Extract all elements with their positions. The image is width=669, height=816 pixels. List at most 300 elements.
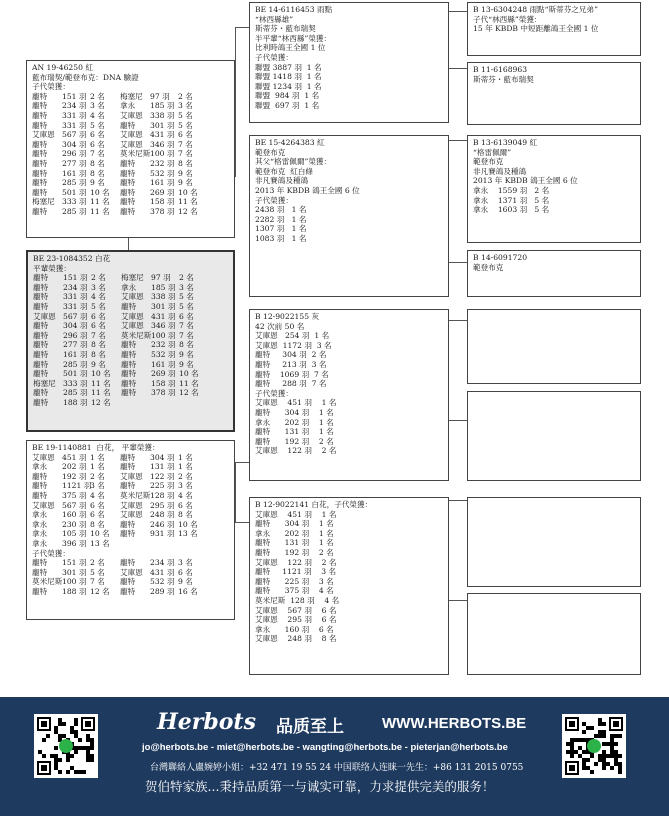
box-line: 龐特 131 羽 1 名 bbox=[255, 427, 334, 437]
table-cell: 289 羽 bbox=[150, 586, 175, 596]
table-cell: 346 羽 bbox=[150, 139, 175, 149]
table-cell: 艾庫恩 bbox=[32, 452, 55, 462]
table-cell: 龐特 bbox=[32, 187, 48, 197]
table-cell: 338 羽 bbox=[151, 292, 176, 302]
table-cell: 931 羽 bbox=[150, 529, 175, 539]
table-row bbox=[32, 453, 229, 463]
table-cell: 拿永 bbox=[32, 519, 48, 529]
pedigree-box-empty-4 bbox=[467, 593, 641, 675]
pedigree-box-sire-dam bbox=[249, 135, 449, 297]
table-cell bbox=[121, 398, 151, 408]
pedigree-box-sds bbox=[467, 135, 641, 243]
box-line: 其父“格雷佩爾”榮獲： bbox=[255, 157, 332, 167]
table-cell: 3 名 bbox=[178, 558, 193, 568]
tagline: 贺伯特家族...秉持品质第一与诚实可靠，力求提供完美的服务！ bbox=[145, 779, 495, 794]
wechat-icon bbox=[59, 739, 73, 753]
qr-module bbox=[74, 722, 78, 726]
table-row bbox=[32, 481, 229, 491]
table-cell: 龐特 bbox=[33, 388, 49, 398]
table-cell: 龐特 bbox=[121, 388, 137, 398]
table-cell: 龐特 bbox=[121, 359, 137, 369]
qr-module bbox=[54, 746, 58, 750]
qr-module bbox=[66, 758, 70, 762]
box-line: 子代榮獲： bbox=[255, 388, 293, 398]
qr-module bbox=[618, 754, 622, 758]
brand-logo: Herbots bbox=[157, 709, 256, 735]
table-cell: 1 名 bbox=[178, 452, 193, 462]
table-cell: 9 名 bbox=[178, 178, 193, 188]
table-cell: 6 名 bbox=[90, 510, 105, 520]
pedigree-box-ssd bbox=[467, 62, 641, 125]
table-cell: 10 名 bbox=[179, 369, 199, 379]
table-cell: 13 名 bbox=[178, 529, 198, 539]
table-cell: 艾庫恩 bbox=[120, 130, 143, 140]
box-line: 龐特 288 羽 7 名 bbox=[255, 379, 327, 389]
table-cell: 2 名 bbox=[90, 471, 105, 481]
box-line: 範登布克 bbox=[255, 147, 286, 157]
table-row bbox=[32, 207, 229, 217]
qr-module bbox=[586, 758, 590, 762]
box-line: 子代榮獲： bbox=[32, 82, 70, 92]
table-cell: 269 羽 bbox=[150, 187, 175, 197]
table-row bbox=[32, 121, 229, 131]
table-cell: 8 名 bbox=[178, 510, 193, 520]
table-cell: 龐特 bbox=[32, 178, 48, 188]
table-cell: 艾庫恩 bbox=[120, 500, 143, 510]
table-cell: 龐特 bbox=[33, 397, 49, 407]
table-cell: 8 名 bbox=[90, 168, 105, 178]
table-cell: 161 羽 bbox=[62, 168, 87, 178]
box-lines bbox=[33, 254, 228, 273]
box-line: B 12-9022155 灰 bbox=[255, 312, 320, 321]
table-cell: 97 羽 bbox=[150, 91, 170, 101]
table-cell: 11 名 bbox=[90, 197, 110, 207]
table-cell: 2 名 bbox=[90, 91, 105, 101]
table-cell: 拿永 bbox=[32, 510, 48, 520]
table-cell: 1 名 bbox=[90, 452, 105, 462]
box-line: 莫米尼斯 128 羽 4 名 bbox=[255, 595, 340, 605]
box-line: BE 19-1140881 白花， 平輩榮獲： bbox=[32, 443, 160, 452]
table-row bbox=[33, 292, 228, 302]
table-cell: 6 名 bbox=[178, 130, 193, 140]
table-cell: 277 羽 bbox=[62, 158, 87, 168]
table-cell: 5 名 bbox=[179, 301, 194, 311]
table-cell: 艾庫恩 bbox=[32, 130, 55, 140]
table-cell: 龐特 bbox=[32, 149, 48, 159]
table-cell: 艾庫恩 bbox=[120, 110, 143, 120]
table-cell: 161 羽 bbox=[151, 359, 176, 369]
table-cell: 6 名 bbox=[178, 567, 193, 577]
table-cell: 301 羽 bbox=[62, 567, 87, 577]
qr-module bbox=[602, 734, 606, 738]
box-line: 聯盟 1234 羽 1 名 bbox=[255, 81, 322, 91]
table-row bbox=[33, 302, 228, 312]
table-cell: 567 羽 bbox=[62, 130, 87, 140]
table-cell: 6 名 bbox=[179, 311, 194, 321]
table-cell bbox=[150, 539, 178, 549]
box-lines bbox=[255, 312, 443, 456]
table-cell: 277 羽 bbox=[63, 340, 88, 350]
table-cell: 451 羽 bbox=[62, 452, 87, 462]
box-line: 2013 年 KBDB 鴿王全國 6 位 bbox=[473, 176, 578, 186]
box-line: 2013 年 KBDB 鴿王全國 6 位 bbox=[255, 185, 360, 195]
box-line: B 13-6304248 雨點“斯蒂芬之兄弟” bbox=[473, 5, 598, 14]
pedigree-box-empty-2 bbox=[467, 391, 641, 481]
table-row bbox=[32, 169, 229, 179]
table-cell: 5 名 bbox=[178, 110, 193, 120]
box-line: 拿永 202 羽 1 名 bbox=[255, 528, 334, 538]
table-cell: 188 羽 bbox=[62, 586, 87, 596]
qr-module bbox=[582, 730, 586, 734]
table-row bbox=[33, 398, 228, 408]
table-cell: 234 羽 bbox=[63, 282, 88, 292]
table-cell: 202 羽 bbox=[62, 462, 87, 472]
qr-module bbox=[602, 766, 606, 770]
table-cell: 龐特 bbox=[120, 197, 136, 207]
qr-module bbox=[90, 746, 94, 750]
pedigree-box-dam bbox=[26, 440, 235, 620]
table-cell: 拿永 bbox=[120, 101, 136, 111]
table-cell: 2 名 bbox=[91, 273, 106, 283]
table-cell: 338 羽 bbox=[150, 110, 175, 120]
box-lines bbox=[255, 138, 443, 244]
table-cell: 龐特 bbox=[120, 158, 136, 168]
table-cell: 龐特 bbox=[32, 110, 48, 120]
table-cell: 艾庫恩 bbox=[121, 311, 144, 321]
box-line: 聯盟 1418 羽 1 名 bbox=[255, 72, 322, 82]
box-line: 範登布克 bbox=[473, 262, 504, 272]
table-cell bbox=[178, 539, 196, 549]
table-row bbox=[33, 331, 228, 341]
table-cell: 龐特 bbox=[33, 330, 49, 340]
table-cell: 12 名 bbox=[90, 586, 110, 596]
box-line: 艾庫恩 295 羽 6 名 bbox=[255, 615, 337, 625]
box-line: 斯蒂芬・藍布瑞契 bbox=[473, 74, 534, 84]
box-line: “格雷佩爾” bbox=[473, 147, 512, 157]
table-row bbox=[32, 510, 229, 520]
table-cell: 230 羽 bbox=[62, 519, 87, 529]
table-row bbox=[33, 388, 228, 398]
box-lines bbox=[255, 500, 443, 644]
table-cell: 4 名 bbox=[91, 292, 106, 302]
offspring-label: 子代榮獲： bbox=[32, 548, 70, 558]
table-cell: 501 羽 bbox=[62, 187, 87, 197]
table-cell: 2 名 bbox=[179, 273, 194, 283]
table-row bbox=[33, 379, 228, 389]
table-cell: 龐特 bbox=[32, 586, 48, 596]
table-cell: 248 羽 bbox=[150, 510, 175, 520]
table-row bbox=[33, 312, 228, 322]
table-cell: 9 名 bbox=[179, 349, 194, 359]
qr-module bbox=[85, 721, 91, 727]
pedigree-box-subject bbox=[26, 250, 235, 432]
box-line: 比利時鴿王全國 1 位 bbox=[255, 43, 326, 53]
box-line: BE 14-6116453 雨點 bbox=[255, 5, 335, 14]
qr-module bbox=[570, 754, 574, 758]
table-cell: 莫米尼斯 bbox=[121, 330, 152, 340]
table-cell: 2 名 bbox=[90, 558, 105, 568]
table-cell: 龐特 bbox=[121, 340, 137, 350]
box-line: 拿永 1603 羽 5 名 bbox=[473, 205, 550, 215]
table-cell: 4 名 bbox=[90, 110, 105, 120]
table-cell: 拿永 bbox=[32, 538, 48, 548]
box-lines bbox=[255, 5, 443, 111]
table-cell: 龐特 bbox=[120, 187, 136, 197]
box-line: 龐特 225 羽 3 名 bbox=[255, 576, 334, 586]
table-cell: 8 名 bbox=[178, 158, 193, 168]
table-cell: 7 名 bbox=[90, 149, 105, 159]
box-line: 範登布克 bbox=[473, 157, 504, 167]
table-row bbox=[32, 558, 229, 568]
box-lines bbox=[32, 443, 229, 453]
table-row bbox=[32, 539, 229, 549]
qr-module bbox=[614, 742, 618, 746]
table-cell: 151 羽 bbox=[62, 91, 87, 101]
table-cell: 285 羽 bbox=[62, 206, 87, 216]
table-row bbox=[32, 178, 229, 188]
table-cell: 龐特 bbox=[32, 101, 48, 111]
table-cell: 10 名 bbox=[90, 187, 110, 197]
box-lines bbox=[473, 253, 635, 272]
box-line: 龐特 375 羽 4 名 bbox=[255, 586, 334, 596]
box-line: 範登布克 紅白條 bbox=[255, 166, 313, 176]
table-cell: 龐特 bbox=[120, 519, 136, 529]
box-line: 斯蒂芬・藍布瑞契 bbox=[255, 24, 316, 34]
table-cell: 莫米尼斯 bbox=[120, 149, 151, 159]
table-cell: 龐特 bbox=[120, 586, 136, 596]
table-cell: 龐特 bbox=[120, 529, 136, 539]
box-line: 2438 羽 1 名 bbox=[255, 205, 307, 215]
box-line: 艾庫恩 567 羽 6 名 bbox=[255, 605, 337, 615]
table-row bbox=[32, 568, 229, 578]
table-cell: 龐特 bbox=[121, 301, 137, 311]
table-cell: 3 名 bbox=[178, 481, 193, 491]
table-cell: 532 羽 bbox=[151, 349, 176, 359]
table-cell bbox=[179, 398, 197, 408]
table-cell: 185 羽 bbox=[150, 101, 175, 111]
table-row bbox=[32, 92, 229, 102]
box-lines bbox=[473, 138, 635, 215]
table-cell: 396 羽 bbox=[62, 538, 87, 548]
qr-module bbox=[42, 738, 46, 742]
table-cell: 333 羽 bbox=[62, 197, 87, 207]
results-table bbox=[32, 92, 229, 217]
box-line: 1307 羽 1 名 bbox=[255, 224, 307, 234]
table-cell: 艾庫恩 bbox=[120, 567, 143, 577]
table-cell: 龐特 bbox=[33, 282, 49, 292]
table-row bbox=[32, 159, 229, 169]
qr-module bbox=[78, 738, 82, 742]
table-cell: 龐特 bbox=[33, 301, 49, 311]
table-cell: 161 羽 bbox=[150, 178, 175, 188]
qr-module bbox=[613, 721, 619, 727]
box-line: B 14-6091720 bbox=[473, 253, 528, 262]
table-cell: 龐特 bbox=[120, 558, 136, 568]
table-cell: 拿永 bbox=[121, 282, 137, 292]
qr-module bbox=[618, 734, 622, 738]
qr-module bbox=[618, 770, 622, 774]
table-cell: 拿永 bbox=[32, 462, 48, 472]
pedigree-box-dam-sire bbox=[249, 309, 449, 481]
table-cell: 7 名 bbox=[178, 139, 193, 149]
table-cell: 3 名 bbox=[179, 282, 194, 292]
box-line: B 13-6139049 紅 bbox=[473, 138, 538, 147]
table-cell: 6 名 bbox=[90, 130, 105, 140]
table-row bbox=[33, 321, 228, 331]
box-lines bbox=[473, 5, 635, 34]
table-cell: 375 羽 bbox=[62, 490, 87, 500]
table-cell: 100 羽 bbox=[150, 149, 175, 159]
table-cell: 龐特 bbox=[33, 359, 49, 369]
table-cell: 5 名 bbox=[179, 292, 194, 302]
table-cell: 4 名 bbox=[90, 490, 105, 500]
box-line: B 12-9022141 白花，子代榮獲： bbox=[255, 500, 373, 509]
qr-module bbox=[590, 754, 594, 758]
table-cell: 拿永 bbox=[32, 529, 48, 539]
qr-module bbox=[602, 722, 606, 726]
table-cell: 5 名 bbox=[90, 120, 105, 130]
table-row bbox=[32, 101, 229, 111]
box-line: 聯盟 3887 羽 1 名 bbox=[255, 62, 322, 72]
table-cell: 567 羽 bbox=[63, 311, 88, 321]
pedigree-box-sire bbox=[26, 60, 235, 238]
table-cell: 龐特 bbox=[33, 349, 49, 359]
qr-module bbox=[46, 734, 50, 738]
table-cell: 8 名 bbox=[90, 158, 105, 168]
table-cell: 285 羽 bbox=[63, 388, 88, 398]
table-cell: 431 羽 bbox=[151, 311, 176, 321]
email-links[interactable]: jo@herbots.be - miet@herbots.be - wangting@herbots.be - pieterjan@herbots.be bbox=[142, 742, 508, 753]
table-cell: 122 羽 bbox=[150, 471, 175, 481]
table-cell: 192 羽 bbox=[62, 471, 87, 481]
table-cell: 3 名 bbox=[90, 481, 105, 491]
table-row bbox=[32, 462, 229, 472]
table-cell: 龐特 bbox=[120, 168, 136, 178]
box-line: 龐特 192 羽 2 名 bbox=[255, 436, 334, 446]
box-line: 龐特 304 羽 1 名 bbox=[255, 407, 334, 417]
table-cell: 10 名 bbox=[91, 369, 111, 379]
table-cell: 龐特 bbox=[120, 481, 136, 491]
box-line: 拿永 202 羽 1 名 bbox=[255, 417, 334, 427]
table-cell: 7 名 bbox=[179, 321, 194, 331]
table-cell: 3 名 bbox=[91, 282, 106, 292]
box-line: 藍布瑞契/範登布克：DNA 驗證 bbox=[32, 72, 139, 82]
table-cell: 8 名 bbox=[90, 519, 105, 529]
table-cell: 188 羽 bbox=[63, 397, 88, 407]
table-cell: 301 羽 bbox=[151, 301, 176, 311]
box-line: 聯盟 697 羽 1 名 bbox=[255, 100, 320, 110]
table-cell: 501 羽 bbox=[63, 369, 88, 379]
table-cell: 331 羽 bbox=[63, 301, 88, 311]
table-cell: 131 羽 bbox=[150, 462, 175, 472]
box-line: 子代榮獲： bbox=[255, 195, 293, 205]
box-line: 非凡賽鴿及種鴿 bbox=[255, 176, 309, 186]
table-cell: 13 名 bbox=[90, 538, 110, 548]
table-cell: 11 名 bbox=[90, 206, 110, 216]
table-cell: 431 羽 bbox=[150, 130, 175, 140]
box-line: 拿永 160 羽 6 名 bbox=[255, 624, 334, 634]
table-cell: 龐特 bbox=[33, 321, 49, 331]
table-cell: 龐特 bbox=[121, 369, 137, 379]
table-cell: 5 名 bbox=[91, 301, 106, 311]
table-cell: 3 名 bbox=[90, 101, 105, 111]
qr-module bbox=[66, 770, 70, 774]
table-cell: 12 名 bbox=[179, 388, 199, 398]
table-row bbox=[33, 360, 228, 370]
qr-module bbox=[590, 726, 594, 730]
table-cell: 3 名 bbox=[178, 101, 193, 111]
table-cell: 艾庫恩 bbox=[120, 510, 143, 520]
box-line: 拿永 1371 羽 5 名 bbox=[473, 195, 550, 205]
table-cell: 莫米尼斯 bbox=[32, 577, 63, 587]
table-cell: 龐特 bbox=[120, 206, 136, 216]
box-line: 艾庫恩 122 羽 2 名 bbox=[255, 446, 337, 456]
website-link[interactable]: WWW.HERBOTS.BE bbox=[382, 715, 527, 732]
qr-module bbox=[569, 721, 575, 727]
table-cell bbox=[151, 398, 179, 408]
table-cell: 梅塞尼 bbox=[32, 197, 55, 207]
table-cell: 梅塞尼 bbox=[121, 273, 144, 283]
table-cell: 9 名 bbox=[178, 168, 193, 178]
table-cell: 10 名 bbox=[90, 529, 110, 539]
table-cell: 艾庫恩 bbox=[33, 311, 56, 321]
table-cell: 6 名 bbox=[91, 311, 106, 321]
qr-module bbox=[569, 765, 575, 771]
qr-module bbox=[62, 722, 66, 726]
footer bbox=[0, 697, 669, 816]
table-cell: 285 羽 bbox=[63, 359, 88, 369]
table-row bbox=[32, 587, 229, 597]
table-cell: 龐特 bbox=[32, 120, 48, 130]
table-cell: 151 羽 bbox=[62, 558, 87, 568]
table-cell: 龐特 bbox=[32, 558, 48, 568]
table-cell: 梅塞尼 bbox=[33, 378, 56, 388]
table-cell: 158 羽 bbox=[151, 378, 176, 388]
results-table bbox=[32, 453, 229, 549]
box-line: 非凡賽鴿及種鴿 bbox=[473, 166, 527, 176]
box-line: 15 年 KBDB 中短距離鴿王全國 1 位 bbox=[473, 24, 599, 34]
pedigree-box-dam-dam bbox=[249, 497, 449, 675]
table-cell: 龐特 bbox=[32, 567, 48, 577]
box-line: B 11-6168963 bbox=[473, 65, 528, 74]
table-cell: 567 羽 bbox=[62, 500, 87, 510]
table-row bbox=[32, 188, 229, 198]
table-row bbox=[32, 140, 229, 150]
table-cell: 331 羽 bbox=[62, 120, 87, 130]
box-line: 聯盟 984 羽 1 名 bbox=[255, 91, 320, 101]
table-cell: 532 羽 bbox=[150, 168, 175, 178]
table-cell: 12 名 bbox=[91, 397, 111, 407]
qr-module bbox=[590, 770, 594, 774]
table-cell: 234 羽 bbox=[62, 101, 87, 111]
qr-module bbox=[41, 765, 47, 771]
pedigree-box-sdd bbox=[467, 250, 641, 297]
table-cell: 7 名 bbox=[90, 577, 105, 587]
table-cell: 12 名 bbox=[178, 206, 198, 216]
table-cell: 100 羽 bbox=[151, 330, 176, 340]
table-row bbox=[32, 130, 229, 140]
table-cell: 304 羽 bbox=[62, 139, 87, 149]
table-cell: 梅塞尼 bbox=[120, 91, 143, 101]
table-row bbox=[32, 529, 229, 539]
table-row bbox=[33, 273, 228, 283]
results-table bbox=[32, 558, 229, 596]
table-cell bbox=[120, 539, 150, 549]
table-row bbox=[32, 149, 229, 159]
table-cell: 7 名 bbox=[179, 330, 194, 340]
qr-module bbox=[90, 758, 94, 762]
table-cell: 333 羽 bbox=[63, 378, 88, 388]
